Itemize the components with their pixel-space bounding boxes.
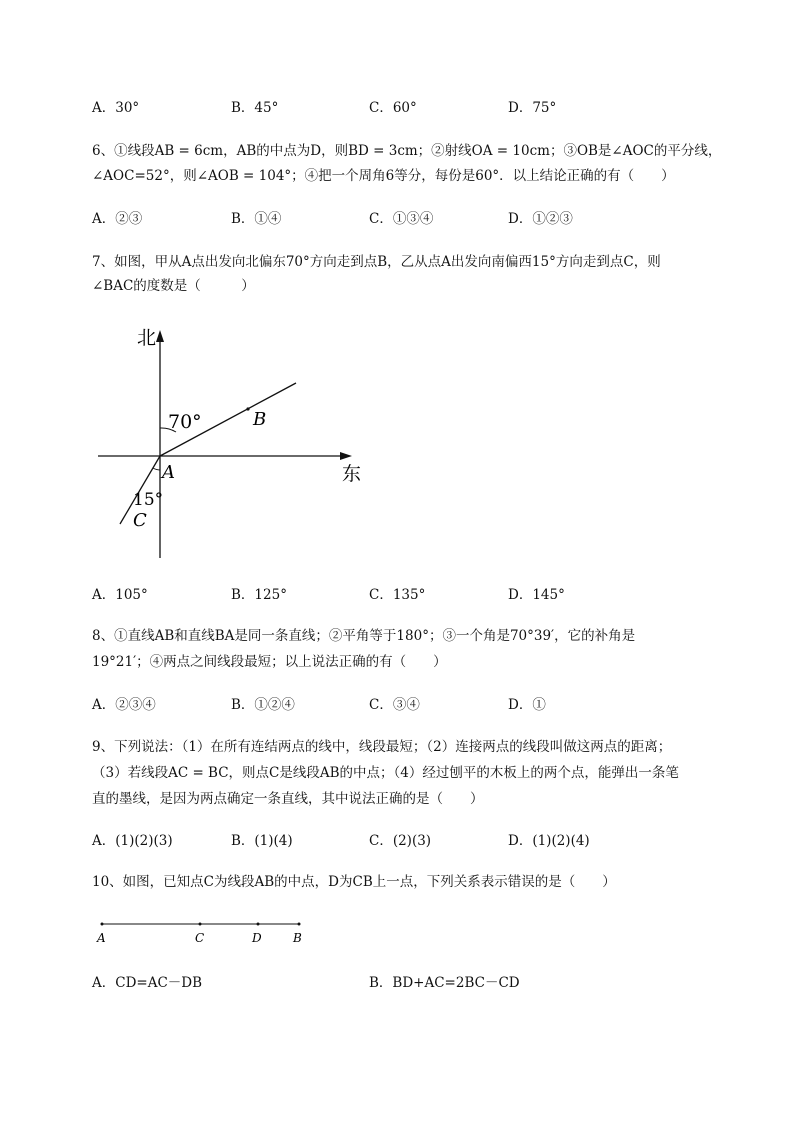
q8-option-b: B．①②④ <box>231 697 295 713</box>
q6-option-a: A．②③ <box>92 211 143 227</box>
q8-options <box>92 695 712 715</box>
q10-options <box>92 973 712 993</box>
q5-options <box>92 98 712 118</box>
q6-option-d: D．①②③ <box>508 211 573 227</box>
point-b-dot <box>246 407 249 410</box>
q10-segment-figure <box>92 918 312 948</box>
q10-option-a: A．CD=AC－DB <box>92 975 203 991</box>
label-a: A <box>97 931 106 945</box>
q10-option-b: B．BD+AC=2BC－CD <box>369 975 520 991</box>
point-a-dot <box>101 923 104 926</box>
q9-text-line2: （3）若线段AC = BC，则点C是线段AB的中点；（4）经过刨平的木板上的两个点，能弹出一条笔 <box>92 765 679 781</box>
label-d: D <box>252 931 262 945</box>
point-b-dot <box>298 923 301 926</box>
q7-option-c: C．135° <box>369 587 426 603</box>
q6-options <box>92 209 712 229</box>
north-label: 北 <box>137 327 157 349</box>
q9-option-c: C．(2)(3) <box>369 833 432 849</box>
q7-text-line1: 7、如图，甲从A点出发向北偏东70°方向走到点B，乙从点A出发向南偏西15°方向走到点C，则 <box>92 254 661 270</box>
q5-option-a: A．30° <box>92 100 140 116</box>
q8-option-c: C．③④ <box>369 697 420 713</box>
q8-option-a: A．②③④ <box>92 697 156 713</box>
label-b: B <box>293 931 302 945</box>
q6-option-b: B．①④ <box>231 211 282 227</box>
angle-70-label: 70° <box>168 411 202 433</box>
q8-text-line2: 19°21′；④两点之间线段最短；以上说法正确的有（ ） <box>92 654 447 670</box>
q7-compass-figure <box>90 318 390 568</box>
q9-option-d: D．(1)(2)(4) <box>508 833 590 849</box>
angle-15-label: 15° <box>133 490 164 510</box>
q9-text-line1: 9、下列说法：（1）在所有连结两点的线中，线段最短；（2）连接两点的线段叫做这两点的距离； <box>92 739 672 755</box>
q8-text-line1: 8、①直线AB和直线BA是同一条直线；②平角等于180°；③一个角是70°39′，它的补角是 <box>92 628 636 644</box>
q5-option-c: C．60° <box>369 100 417 116</box>
point-c-dot <box>199 923 202 926</box>
north-arrow-icon <box>156 330 164 342</box>
q7-option-a: A．105° <box>92 587 148 603</box>
point-a-label: A <box>162 462 175 483</box>
q8-option-d: D．① <box>508 697 546 713</box>
q7-text-line2: ∠BAC的度数是（ ） <box>92 278 255 294</box>
point-c-label: C <box>133 510 147 531</box>
q6-text-line2: ∠AOC=52°，则∠AOB = 104°；④把一个周角6等分，每份是60°．以上结论正确的有（ ） <box>92 168 675 184</box>
angle-15-arc <box>153 468 160 470</box>
point-b-label: B <box>253 409 267 430</box>
east-arrow-icon <box>340 452 352 460</box>
q7-options <box>92 585 712 605</box>
q7-option-d: D．145° <box>508 587 565 603</box>
q7-option-b: B．125° <box>231 587 287 603</box>
q10-text-line1: 10、如图，已知点C为线段AB的中点，D为CB上一点，下列关系表示错误的是（ ） <box>92 874 616 890</box>
q6-text-line1: 6、①线段AB = 6cm，AB的中点为D，则BD = 3cm；②射线OA = 10cm；③OB是∠AOC的平分线， <box>92 143 722 159</box>
q5-option-b: B．45° <box>231 100 279 116</box>
point-d-dot <box>257 923 260 926</box>
east-label: 东 <box>342 463 362 485</box>
q9-options <box>92 831 712 851</box>
q9-option-b: B．(1)(4) <box>231 833 293 849</box>
q6-option-c: C．①③④ <box>369 211 434 227</box>
q5-option-d: D．75° <box>508 100 557 116</box>
q9-text-line3: 直的墨线，是因为两点确定一条直线，其中说法正确的是（ ） <box>92 791 484 807</box>
label-c: C <box>195 931 205 945</box>
q9-option-a: A．(1)(2)(3) <box>92 833 173 849</box>
